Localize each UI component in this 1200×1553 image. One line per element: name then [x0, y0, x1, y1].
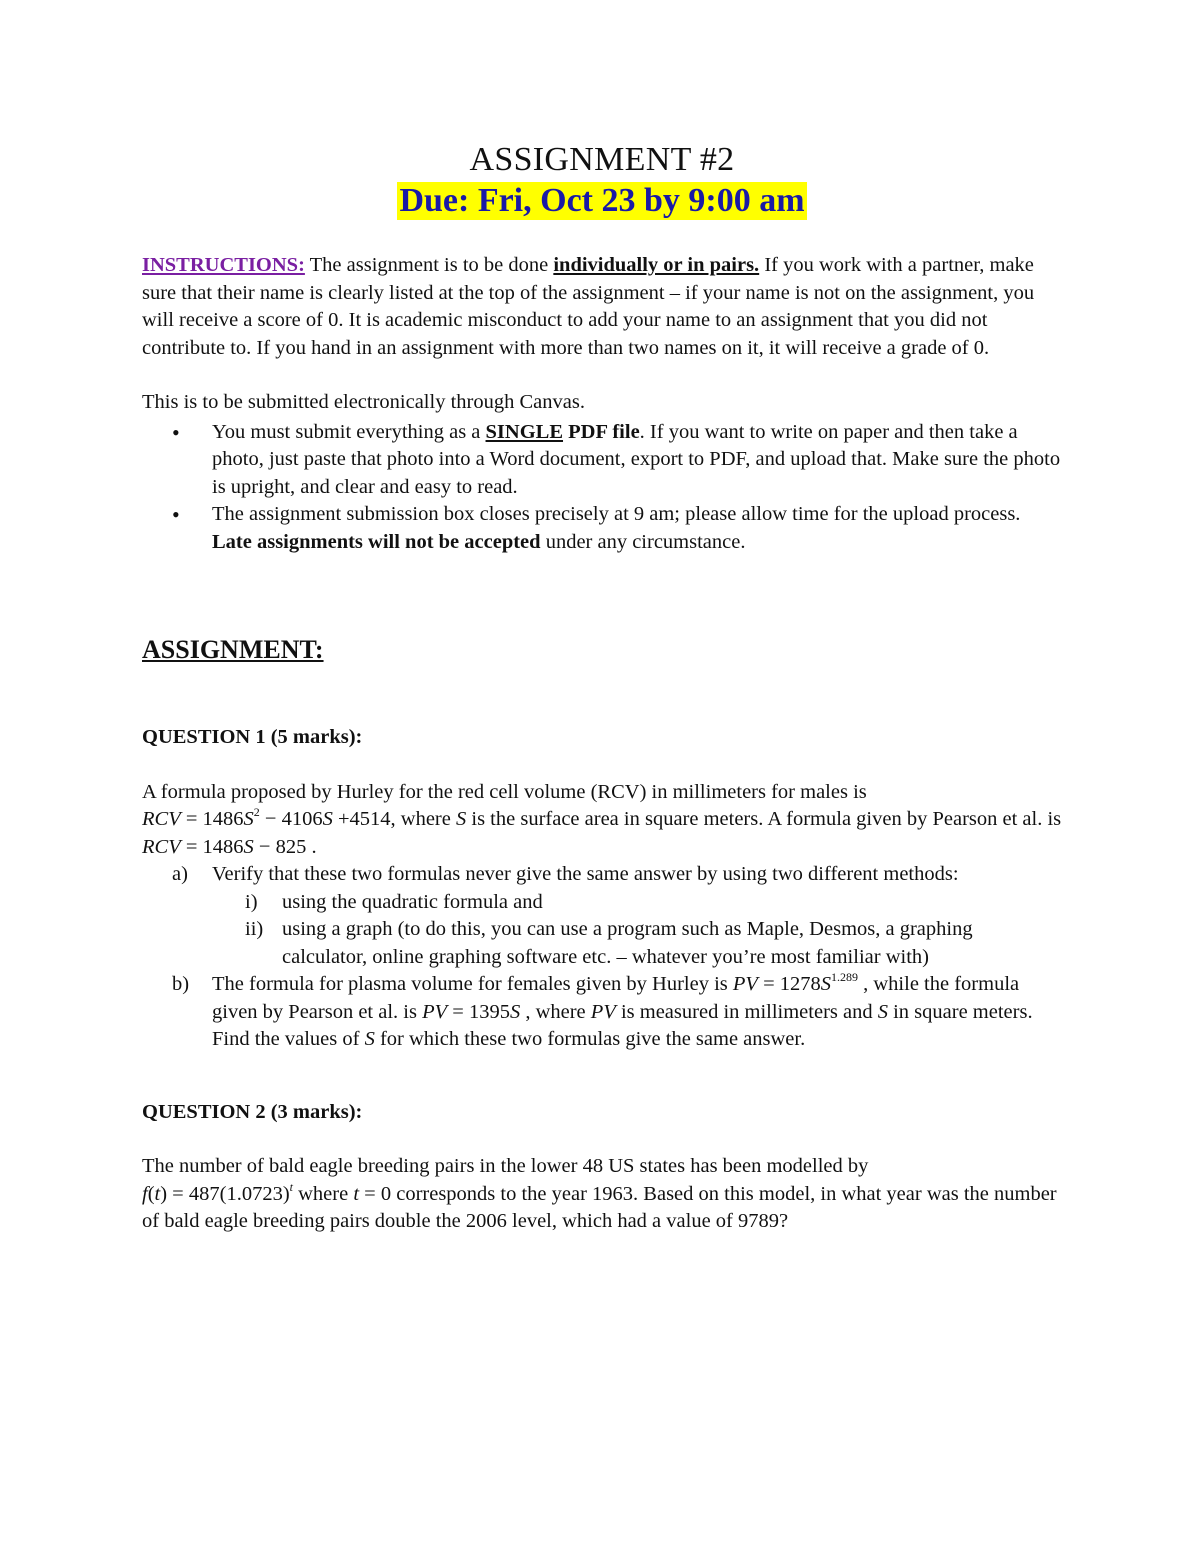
eagle-exponent: t	[289, 1179, 293, 1194]
assignment-heading: ASSIGNMENT:	[142, 635, 324, 664]
t-symbol: t	[353, 1182, 360, 1205]
hurley-lhs: RCV	[142, 808, 181, 830]
pearson-lhs: RCV	[142, 835, 181, 858]
part-b-text-2: , while the formula given by Pearson et al. is	[212, 973, 1020, 1023]
question-1-parts	[142, 861, 1062, 1054]
method-ii-text: using a graph (to do this, you can use a program such as Maple, Desmos, a graphing calculator, online graphing software etc. – whatever you’re most familiar with)	[282, 918, 973, 968]
part-a-methods	[212, 889, 1062, 972]
due-date-banner: Due: Fri, Oct 23 by 9:00 am	[399, 182, 805, 219]
q1-intro-1: A formula proposed by Hurley for the red cell volume (RCV) in millimeters for males is	[142, 780, 867, 803]
eagle-formula: $f(t) = 487(1.0723)^t$	[142, 1179, 293, 1205]
submission-bullet-pdf	[212, 419, 1062, 502]
single-emphasis: SINGLE	[485, 420, 564, 443]
s-symbol: S	[456, 808, 467, 830]
hurley-formula	[142, 805, 391, 830]
pearson-plasma-formula	[422, 1001, 520, 1023]
q2-text-2: where	[293, 1182, 354, 1205]
hurley-rhs-3: +4514	[332, 808, 391, 830]
part-a-marker: a)	[172, 863, 188, 885]
question-1-heading: QUESTION 1 (5 marks):	[142, 726, 363, 748]
bullet-1-text-b: . If you want to write on paper and then take a photo, just paste that photo into a Word document, export to PDF, and upload that. Make sure the photo is upright, and clear and easy to read.	[212, 420, 1061, 498]
part-b-text-3: , where	[520, 1000, 591, 1023]
bullet-2-text-a: The assignment submission box closes precisely at 9 am; please allow time for the upload process.	[212, 503, 1021, 525]
part-a-method-ii	[212, 916, 1062, 971]
pv-eq-2: = 1395	[447, 1000, 510, 1023]
pearson-rhs-2: − 825	[253, 835, 307, 858]
bullet-1-text-a: You must submit everything as a	[212, 420, 486, 443]
instructions-text-2: If you work with a partner, make sure that their name is clearly listed at the top of the assignment – if your name is not on the assignment, you will receive a score of 0. It is academic misconduct to add your name to an assignment that you did not contribute to. If you hand in an assignment with more than two names on it, it will receive a grade of 0.	[142, 254, 1035, 359]
eagle-mid: ) = 487(1.0723)	[160, 1182, 290, 1205]
eagle-t: t	[154, 1182, 161, 1205]
page-title: ASSIGNMENT #2	[469, 141, 735, 178]
submission-bullet-deadline	[212, 501, 1062, 556]
instructions-paragraph	[142, 252, 1062, 362]
pv-exponent: 1.289	[831, 970, 858, 985]
hurley-plasma-formula	[732, 970, 858, 995]
q2-text-3: = 0 corresponds to the year 1963. Based on this model, in what year was the number of bald eagle breeding pairs double the 2006 level, which had a value of 9789?	[142, 1182, 1057, 1232]
question-1-part-a	[142, 861, 1062, 971]
pearson-s: S	[243, 835, 254, 858]
pdf-file-emphasis: PDF file	[563, 420, 640, 443]
pv-3: PV	[590, 1000, 616, 1023]
hurley-rhs-1: = 1486	[180, 808, 244, 830]
late-policy-emphasis: Late assignments will not be accepted	[212, 530, 541, 553]
part-b-marker: b)	[172, 973, 190, 995]
pearson-rhs-1: = 1486	[180, 835, 244, 858]
part-b-text-6: for which these two formulas give the same answer.	[374, 1028, 806, 1050]
title-block	[142, 140, 1062, 220]
pearson-formula	[142, 836, 306, 858]
eagle-f: f	[142, 1182, 148, 1205]
question-2-body	[142, 1153, 1062, 1236]
instructions-label: INSTRUCTIONS:	[142, 254, 305, 276]
question-2-heading: QUESTION 2 (3 marks):	[142, 1100, 363, 1123]
pv-s-3: S	[877, 1000, 888, 1023]
part-b-text-1: The formula for plasma volume for females given by Hurley is	[212, 973, 733, 995]
bullet-2-text-b: under any circumstance.	[540, 530, 746, 553]
part-b-text-4: is measured in millimeters and	[615, 1000, 878, 1023]
method-i-text: using the quadratic formula and	[282, 890, 543, 913]
method-i-marker: i)	[245, 890, 258, 913]
q1-intro-4: .	[306, 835, 317, 858]
pv-s-1: S	[820, 973, 831, 995]
pv-s-4: S	[364, 1028, 375, 1050]
q2-text-1: The number of bald eagle breeding pairs in the lower 48 US states has been modelled by	[142, 1155, 869, 1177]
question-1-intro	[142, 779, 1062, 862]
pv-2: PV	[422, 1000, 448, 1023]
submission-bullets	[142, 419, 1062, 557]
hurley-exponent: 2	[253, 805, 260, 820]
q1-intro-3: is the surface area in square meters. A formula given by Pearson et al. is	[466, 808, 1062, 830]
submission-intro: This is to be submitted electronically through Canvas.	[142, 391, 585, 413]
pv-1: PV	[732, 973, 758, 995]
pv-s-2: S	[509, 1000, 521, 1023]
pv-eq-1: = 1278	[757, 973, 821, 995]
part-a-text: Verify that these two formulas never give the same answer by using two different methods:	[212, 863, 959, 885]
hurley-s-2: S	[322, 808, 333, 830]
part-b-text-5: in square meters. Find the values of	[212, 1000, 1033, 1050]
instructions-emphasis: individually or in pairs.	[553, 254, 760, 276]
part-a-method-i	[212, 889, 1062, 917]
method-ii-marker: ii)	[245, 918, 264, 940]
question-1-part-b	[142, 971, 1062, 1054]
hurley-rhs-2: − 4106	[259, 808, 323, 830]
document-page	[142, 140, 1062, 1236]
instructions-text-1: The assignment is to be done	[304, 254, 554, 276]
hurley-s: S	[243, 808, 254, 830]
q1-intro-2: , where	[390, 808, 456, 830]
